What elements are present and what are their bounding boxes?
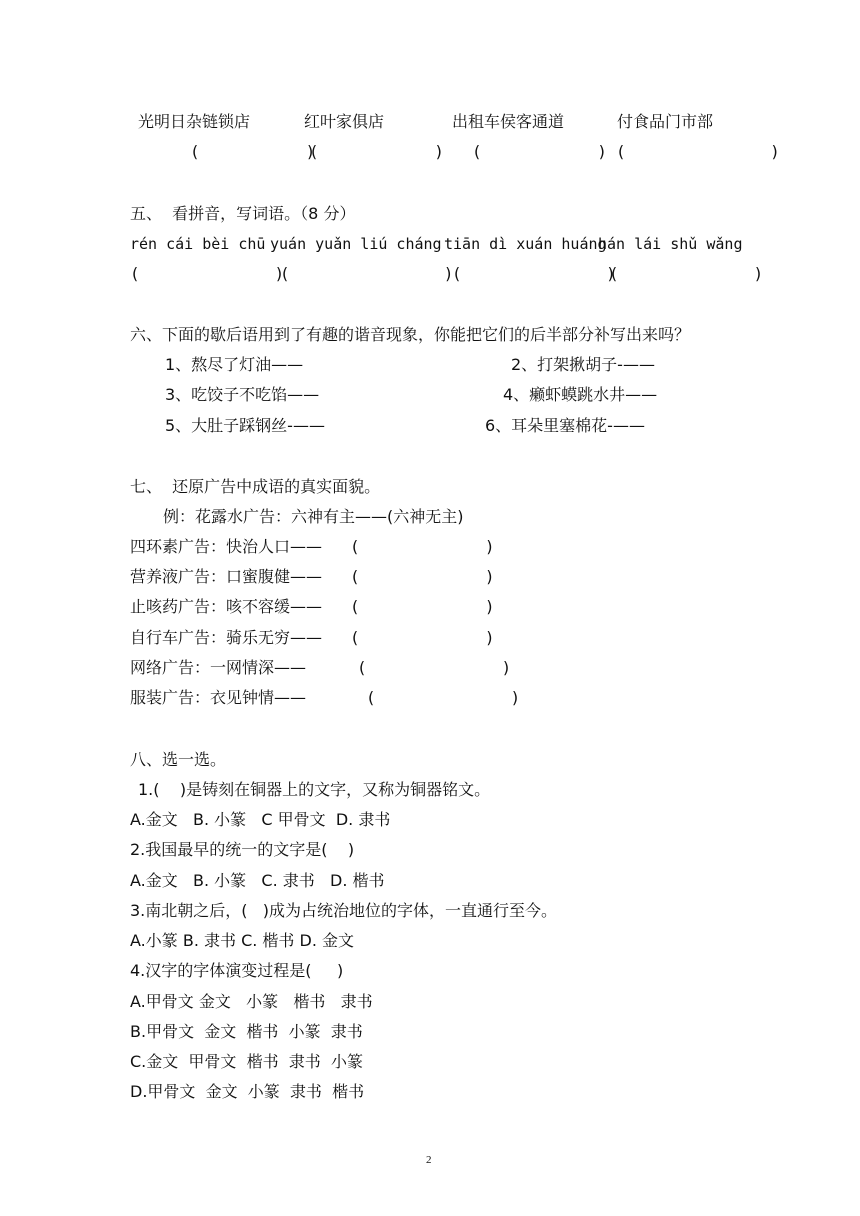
- answer-blank[interactable]: ( ): [452, 264, 616, 283]
- wrong-word-1: 光明日杂链锁店: [138, 112, 251, 131]
- answer-blank[interactable]: ( ): [366, 688, 521, 707]
- pinyin-4: hán lái shǔ wǎng: [598, 235, 743, 253]
- answer-blank[interactable]: ( ): [190, 142, 316, 161]
- answer-blank[interactable]: ( ): [309, 142, 444, 161]
- ad-item-1: 四环素广告：快治人口——: [130, 537, 323, 556]
- ad-item-4: 自行车广告：骑乐无穷——: [130, 628, 323, 647]
- wrong-word-2: 红叶家俱店: [304, 112, 385, 131]
- question-3: 3.南北朝之后，( )成为占统治地位的字体，一直通行至今。: [130, 901, 558, 920]
- answer-blank[interactable]: ( ): [357, 658, 512, 677]
- section-8-heading: 八、选一选。: [130, 750, 227, 769]
- section-6-heading: 六、下面的歇后语用到了有趣的谐音现象，你能把它们的后半部分补写出来吗？: [130, 325, 691, 344]
- answer-blank[interactable]: ( ): [616, 142, 780, 161]
- answer-blank[interactable]: ( ): [350, 567, 495, 586]
- answer-blank[interactable]: ( ): [350, 597, 495, 616]
- section-5-heading: 五、 看拼音，写词语。（8 分）: [130, 204, 356, 223]
- options-2: A.金文 B. 小篆 C. 隶书 D. 楷书: [130, 871, 385, 890]
- option-4b: B.甲骨文 金文 楷书 小篆 隶书: [130, 1022, 363, 1041]
- ad-item-6: 服装广告：衣见钟情——: [130, 688, 307, 707]
- question-2: 2.我国最早的统一的文字是( ): [130, 840, 355, 859]
- answer-blank[interactable]: ( ): [350, 628, 495, 647]
- pinyin-2: yuán yuǎn liú cháng: [270, 235, 442, 253]
- ad-item-3: 止咳药广告：咳不容缓——: [130, 597, 323, 616]
- answer-blank[interactable]: ( ): [472, 142, 607, 161]
- pinyin-3: tiān dì xuán huáng: [444, 235, 607, 253]
- xiehouyu-item-5: 5、大肚子踩钢丝-——: [165, 416, 325, 435]
- options-3: A.小篆 B. 隶书 C. 楷书 D. 金文: [130, 931, 354, 950]
- pinyin-1: rén cái bèi chū: [130, 235, 266, 253]
- option-4c: C.金文 甲骨文 楷书 隶书 小篆: [130, 1052, 363, 1071]
- page-number: 2: [426, 1154, 432, 1166]
- xiehouyu-item-6: 6、耳朵里塞棉花-——: [485, 416, 645, 435]
- answer-blank[interactable]: ( ): [280, 264, 454, 283]
- xiehouyu-item-1: 1、熬尽了灯油——: [165, 355, 304, 374]
- question-4: 4.汉字的字体演变过程是( ): [130, 961, 344, 980]
- question-1: 1.( )是铸刻在铜器上的文字，又称为铜器铭文。: [138, 780, 491, 799]
- wrong-word-3: 出租车侯客通道: [452, 112, 565, 131]
- section-7-heading: 七、 还原广告中成语的真实面貌。: [130, 477, 381, 496]
- wrong-word-4: 付食品门市部: [617, 112, 714, 131]
- xiehouyu-item-2: 2、打架揪胡子-——: [511, 355, 655, 374]
- ad-item-5: 网络广告：一网情深——: [130, 658, 307, 677]
- example-line: 例：花露水广告：六神有主——(六神无主): [163, 507, 464, 526]
- options-1: A.金文 B. 小篆 C 甲骨文 D. 隶书: [130, 810, 391, 829]
- option-4d: D.甲骨文 金文 小篆 隶书 楷书: [130, 1082, 365, 1101]
- answer-blank[interactable]: ( ): [350, 537, 495, 556]
- ad-item-2: 营养液广告：口蜜腹健——: [130, 567, 323, 586]
- answer-blank[interactable]: ( ): [609, 264, 764, 283]
- answer-blank[interactable]: ( ): [130, 264, 285, 283]
- xiehouyu-item-3: 3、吃饺子不吃馅——: [165, 385, 320, 404]
- option-4a: A.甲骨文 金文 小篆 楷书 隶书: [130, 992, 373, 1011]
- xiehouyu-item-4: 4、癞虾蟆跳水井——: [503, 385, 658, 404]
